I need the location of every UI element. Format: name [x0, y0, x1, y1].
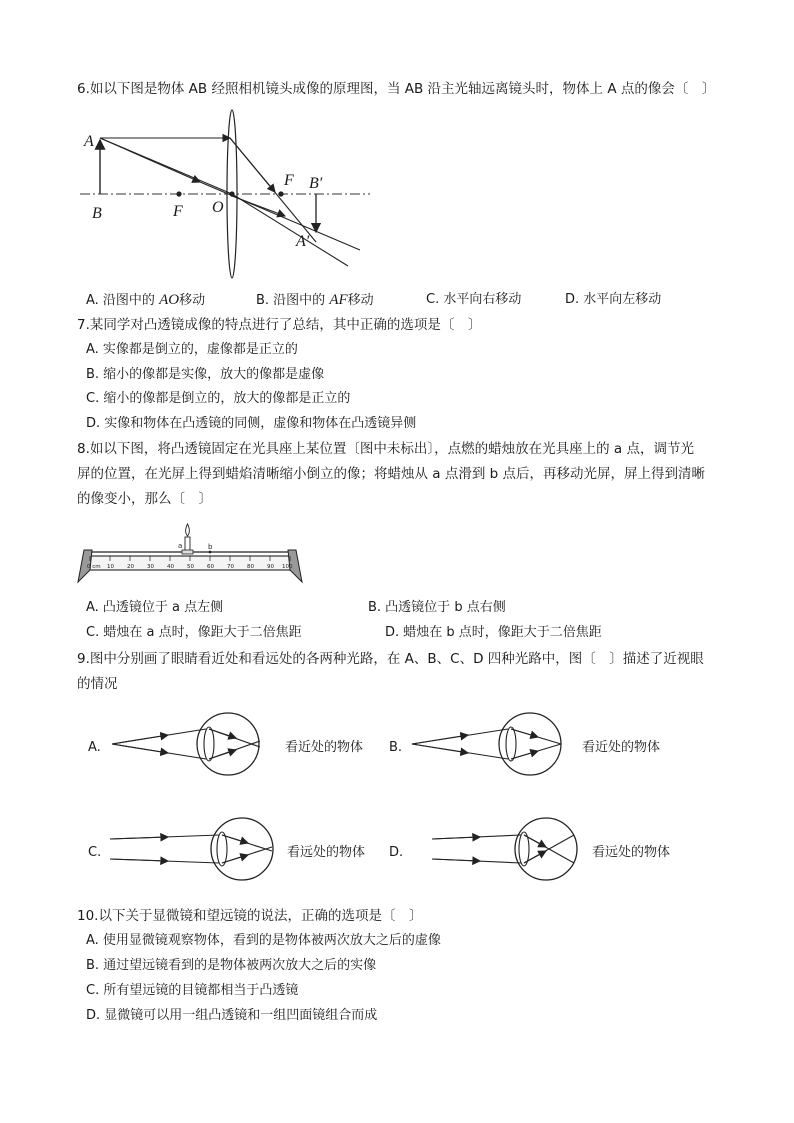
- point-b-label: b: [208, 543, 213, 551]
- q6-lens-ray-diagram: [80, 108, 380, 283]
- q9-panel-b-eye-diagram: [408, 711, 568, 777]
- eye-lens-icon: [506, 727, 516, 761]
- label-B: B: [92, 205, 102, 222]
- q6-option-d[interactable]: D. 水平向左移动: [565, 292, 662, 307]
- q7-stem: 7.某同学对凸透镜成像的特点进行了总结，其中正确的选项是〔 〕: [77, 317, 482, 333]
- q8-option-b[interactable]: B. 凸透镜位于 b 点右侧: [368, 600, 506, 615]
- q9-panel-d-letter[interactable]: D.: [389, 845, 404, 860]
- label-F-right: F: [284, 172, 294, 189]
- q9-panel-d-eye-diagram: [408, 815, 578, 883]
- eyeball-icon: [211, 818, 273, 880]
- q9-stem-line-1: 9.图中分别画了眼睛看近处和看远处的各两种光路，在 A、B、C、D 四种光路中，图〔 〕描述了近视眼: [77, 651, 704, 667]
- tick-label: 80: [247, 564, 254, 570]
- tick-label: 50: [187, 564, 194, 570]
- tick-label: 90: [267, 564, 274, 570]
- tick-label: 100: [282, 564, 293, 570]
- q6-option-a-symbol: AO: [159, 292, 180, 308]
- q9-panel-c-eye-diagram: [108, 815, 274, 883]
- q6-option-a-suffix: 移动: [179, 293, 206, 308]
- q10-option-c[interactable]: C. 所有望远镜的目镜都相当于凸透镜: [86, 983, 299, 998]
- q9-panel-a-caption: 看近处的物体: [285, 740, 364, 755]
- q9-panel-c-caption: 看远处的物体: [287, 845, 366, 860]
- q7-option-c[interactable]: C. 缩小的像都是倒立的，放大的像都是正立的: [86, 391, 351, 406]
- q6-option-a-text: A. 沿图中的: [86, 293, 155, 308]
- label-A-prime: A′: [296, 233, 310, 250]
- q9-stem-line-2: 的情况: [77, 676, 118, 692]
- label-A: A: [84, 133, 94, 150]
- q6-option-b[interactable]: [256, 291, 374, 310]
- label-O: O: [212, 199, 224, 216]
- eye-lens-icon: [217, 832, 227, 866]
- q6-option-b-symbol: AF: [329, 292, 348, 308]
- label-F-left: F: [173, 203, 183, 220]
- q9-panel-a-letter[interactable]: A.: [88, 740, 101, 755]
- q6-stem: 6.如以下图是物体 AB 经照相机镜头成像的原理图，当 AB 沿主光轴远离镜头时，物体上 A 点的像会〔 〕: [77, 81, 716, 97]
- q8-option-d[interactable]: D. 蜡烛在 b 点时，像距大于二倍焦距: [385, 625, 602, 640]
- q6-option-b-suffix: 移动: [347, 293, 374, 308]
- tick-label: 60: [207, 564, 214, 570]
- q8-stem-line-2: 屏的位置，在光屏上得到蜡焰清晰缩小倒立的像；将蜡烛从 a 点滑到 b 点后，再移动光屏，屏上得到清晰: [77, 466, 706, 482]
- tick-label: 40: [167, 564, 174, 570]
- eyeball-icon: [515, 818, 577, 880]
- q9-panel-c-letter[interactable]: C.: [88, 845, 102, 860]
- eyeball-icon: [197, 713, 259, 775]
- label-B-prime: B′: [309, 175, 323, 192]
- q8-option-c[interactable]: C. 蜡烛在 a 点时，像距大于二倍焦距: [86, 625, 302, 640]
- q6-option-c[interactable]: C. 水平向右移动: [426, 292, 522, 307]
- tick-label: 30: [147, 564, 154, 570]
- q8-option-a[interactable]: A. 凸透镜位于 a 点左侧: [86, 600, 224, 615]
- flame-icon: [186, 524, 190, 536]
- q6-option-b-text: B. 沿图中的: [256, 293, 326, 308]
- tick-label: 20: [127, 564, 134, 570]
- q7-option-a[interactable]: A. 实像都是倒立的，虚像都是正立的: [86, 342, 298, 357]
- q10-option-a[interactable]: A. 使用显微镜观察物体，看到的是物体被两次放大之后的虚像: [86, 933, 441, 948]
- point-a-label: a: [178, 542, 183, 550]
- q9-panel-a-eye-diagram: [108, 711, 268, 777]
- q8-stem-line-1: 8.如以下图，将凸透镜固定在光具座上某位置〔图中未标出〕，点燃的蜡烛放在光具座上的 a 点，调节光: [77, 441, 694, 457]
- point-b-marker: [209, 551, 212, 554]
- q10-stem: 10.以下关于显微镜和望远镜的说法，正确的选项是〔 〕: [77, 908, 423, 924]
- optical-centre: [229, 191, 234, 196]
- q9-panel-b-caption: 看近处的物体: [582, 740, 661, 755]
- q7-option-d[interactable]: D. 实像和物体在凸透镜的同侧，虚像和物体在凸透镜异侧: [86, 416, 417, 431]
- q7-option-b[interactable]: B. 缩小的像都是实像，放大的像都是虚像: [86, 367, 325, 382]
- bench-unit-label: 0 cm: [87, 564, 101, 570]
- focal-point-left: [176, 191, 181, 196]
- focal-point-right: [278, 191, 283, 196]
- q9-panel-d-caption: 看远处的物体: [592, 845, 671, 860]
- q8-optical-bench: [74, 520, 306, 586]
- q6-option-a[interactable]: [86, 291, 205, 310]
- eye-lens-icon: [204, 727, 214, 761]
- q10-option-b[interactable]: B. 通过望远镜看到的是物体被两次放大之后的实像: [86, 958, 377, 973]
- q10-option-d[interactable]: D. 显微镜可以用一组凸透镜和一组凹面镜组合而成: [86, 1008, 378, 1023]
- q9-panel-b-letter[interactable]: B.: [389, 740, 403, 755]
- q8-stem-line-3: 的像变小，那么〔 〕: [77, 491, 212, 507]
- eyeball-icon: [499, 713, 561, 775]
- tick-label: 70: [227, 564, 234, 570]
- tick-label: 10: [107, 564, 114, 570]
